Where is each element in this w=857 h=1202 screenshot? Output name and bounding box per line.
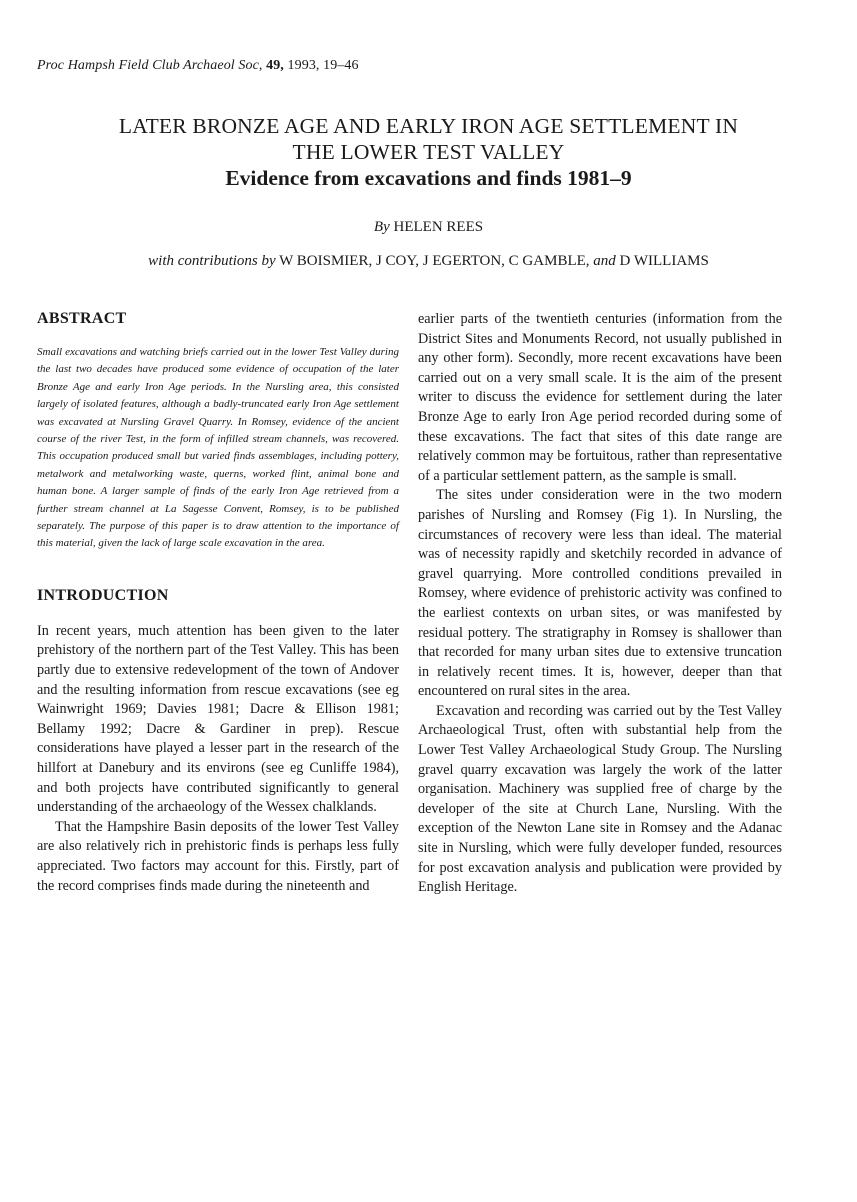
right-paragraph-2: The sites under consideration were in the two modern parishes of Nursling and Romsey (Fig 1). In Nursling, the circumstances of recovery were less than ideal. The material was of necessity rapidly and sketchily recorded in advance of gravel quarrying. More controlled conditions prevailed in Romsey, where evidence of prehistoric activity was confined to the earliest contexts on urban sites, or was manifested by residual pottery. The stratigraphy in Romsey is shallower than that recorded for many urban sites due to extensive truncation in relatively recent times. It is, however, deeper than that encountered on rural sites in the area. xyxy=(418,487,782,700)
journal-citation xyxy=(37,58,359,74)
contributors-prefix: with contributions by xyxy=(148,253,276,269)
left-column xyxy=(37,310,399,896)
introduction-paragraph-2: That the Hampshire Basin deposits of the lower Test Valley are also relatively rich in prehistoric finds is perhaps less fully appreciated. Two factors may account for this. Firstly, part of the record comprises finds made during the nineteenth and xyxy=(37,818,399,894)
title-block xyxy=(20,113,837,192)
right-column xyxy=(418,310,782,898)
abstract-heading: ABSTRACT xyxy=(37,310,127,327)
author-name: HELEN REES xyxy=(393,219,484,235)
right-paragraph-1: earlier parts of the twentieth centuries (information from the District Sites and Monuments Record, not usually published in any other form). Secondly, more recent excavations have been carried out on a very small scale. It is the aim of the present writer to discuss the evidence for settlement during the later Bronze Age to early Iron Age period recorded during some of these excavations. The fact that sites of this date range are relatively common may be fortuitous, rather than representative of a particular settlement pattern, as the sample is small. xyxy=(418,311,782,484)
article-title-line-1: LATER BRONZE AGE AND EARLY IRON AGE SETTLEMENT IN xyxy=(118,114,739,138)
contributors-line xyxy=(0,253,857,270)
citation-journal: Proc Hampsh Field Club Archaeol Soc, xyxy=(37,58,263,73)
introduction-heading: INTRODUCTION xyxy=(37,586,169,604)
contributors-names-1: W BOISMIER, J COY, J EGERTON, C GAMBLE, xyxy=(279,253,590,269)
citation-pages: 1993, 19–46 xyxy=(287,58,359,73)
contributors-names-2: D WILLIAMS xyxy=(619,253,709,269)
introduction-paragraph-1: In recent years, much attention has been given to the later prehistory of the northern part of the Test Valley. This has been partly due to extensive redevelopment of the town of Andover and the resulting information from rescue excavations (see eg Wainwright 1969; Davies 1981; Dacre & Ellison 1981; Bellamy 1992; Dacre & Gardiner in prep). Rescue considerations have played a lesser part in the research of the hillfort at Danebury and its environs (see eg Cunliffe 1984), and both projects have contributed significantly to general understanding of the archaeology of the Wessex chalklands. xyxy=(37,622,399,816)
byline xyxy=(0,219,857,236)
byline-prefix: By xyxy=(373,219,390,235)
article-title-line-2: THE LOWER TEST VALLEY xyxy=(292,140,565,164)
contributors-and: and xyxy=(593,253,616,269)
right-paragraph-3: Excavation and recording was carried out by the Test Valley Archaeological Trust, often with substantial help from the Lower Test Valley Archaeological Study Group. The Nursling gravel quarry excavation was largely the work of the latter organisation. Machinery was supplied free of charge by the developer of the site at Church Lane, Nursling. With the exception of the Newton Lane site in Romsey and the Adanac site in Nursling, which were fully developer funded, resources for post excavation analysis and publication were provided by English Heritage. xyxy=(418,702,782,896)
abstract-text: Small excavations and watching briefs carried out in the lower Test Valley during the last two decades have produced some evidence of occupation of the later Bronze Age and early Iron Age periods. In the Nursling area, this consisted largely of isolated features, although a badly-truncated early Iron Age settlement was excavated at Nursling Gravel Quarry. In Romsey, evidence of the ancient course of the river Test, in the form of infilled stream channels, was recovered. This occupation produced small but varied finds assemblages, including pottery, metalwork and metalworking waste, querns, worked flint, animal bone and human bone. A larger sample of finds of the early Iron Age retrieved from a further stream channel at La Sagesse Convent, Romsey, is to be published separately. The purpose of this paper is to draw attention to the importance of this material, given the lack of large scale excavation in the area. xyxy=(37,346,399,550)
citation-volume: 49, xyxy=(266,58,284,73)
article-subtitle: Evidence from excavations and finds 1981–9 xyxy=(225,166,632,190)
